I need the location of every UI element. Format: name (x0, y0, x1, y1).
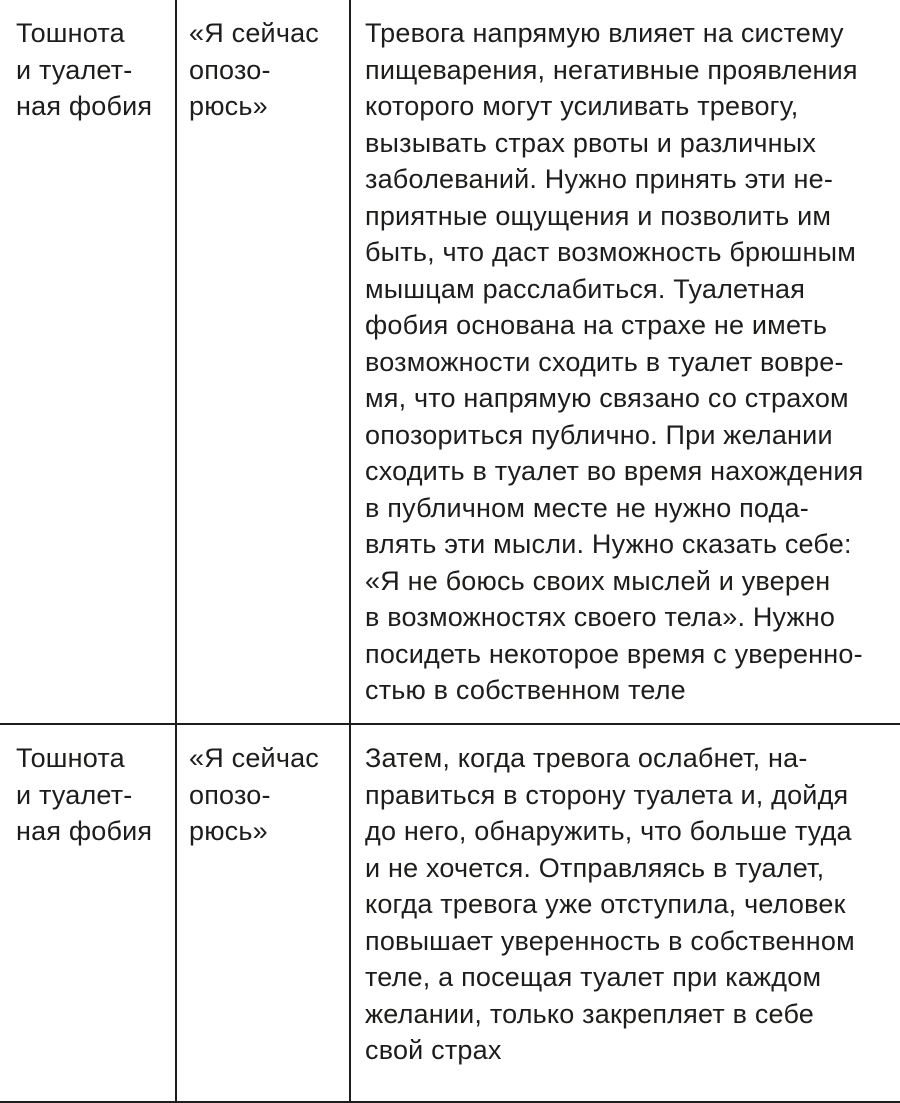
thought-cell (176, 724, 350, 1102)
explanation-text: Тревога напрямую влияет на систему пищеварения, негативные проявления которого могут усиливать тревогу, вызывать страх рвоты и различных заболеваний. Нужно принять эти не- приятные ощущения и позволить им быть, что даст возможность брюшным мышцам расслабиться. Туалетная фобия основана на страхе не иметь возможности сходить в туалет вовре- мя, что напрямую связано со страхом опозориться публично. При желании сходить в туалет во время нахождения в публичном месте не нужно пода- влять эти мысли. Нужно сказать себе: «Я не боюсь своих мыслей и уверен в возможностях своего тела». Нужно посидеть некоторое время с уверенно- стью в собственном теле (365, 18, 864, 705)
symptom-cell (0, 0, 176, 724)
thought-text: «Я сейчас опозо- рюсь» (189, 18, 319, 121)
explanation-cell (350, 0, 900, 724)
table-row (0, 724, 900, 1102)
symptom-text: Тошнота и туалет- ная фобия (16, 743, 153, 846)
symptom-text: Тошнота и туалет- ная фобия (16, 18, 153, 121)
thought-text: «Я сейчас опозо- рюсь» (189, 743, 319, 846)
explanation-text: Затем, когда тревога ослабнет, на- правиться в сторону туалета и, дойдя до него, обнаружить, что больше туда и не хочется. Отправляясь в туалет, когда тревога уже отступила, человек повышает уверенность в собственном теле, а посещая туалет при каждом желании, только закрепляет в себе свой страх (365, 743, 855, 1065)
explanation-cell (350, 724, 900, 1102)
symptom-cell (0, 724, 176, 1102)
thought-cell (176, 0, 350, 724)
